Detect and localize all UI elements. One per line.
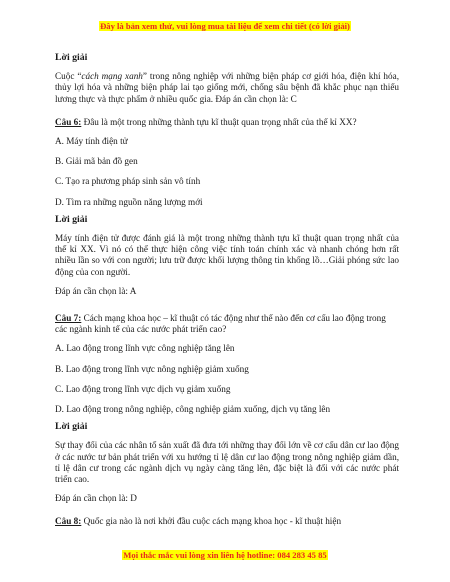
answer-line: Đáp án cần chọn là: A xyxy=(55,285,137,296)
question-text: Đâu là một trong những thành tựu kĩ thuật quan trọng nhất của thế kỉ XX? xyxy=(81,116,357,127)
option-b: B. Lao động trong lĩnh vực nông nghiệp giảm xuống xyxy=(55,363,249,374)
option-b: B. Giải mã bản đồ gen xyxy=(55,156,138,167)
solution-heading: Lời giải xyxy=(55,52,88,63)
question-6 xyxy=(55,117,399,128)
solution-text: Cuộc “ xyxy=(55,71,82,82)
question-text: Quốc gia nào là nơi khởi đầu cuộc cách mạng khoa học - kĩ thuật hiện xyxy=(81,516,342,527)
option-d: D. Lao động trong nông nghiệp, công nghiệp giảm xuống, dịch vụ tăng lên xyxy=(55,404,331,415)
document-body xyxy=(55,52,399,536)
preview-notice-banner xyxy=(0,21,450,31)
option-c: C. Tạo ra phương pháp sinh sản vô tính xyxy=(55,176,201,187)
solution-paragraph: Sự thay đổi của các nhân tố sản xuất đã đưa tới những thay đổi lớn về cơ cấu dân cư lao động ở các nước tư bản phát triển với xu hướng tỉ lệ dân cư lao động trong nông nghiệp giảm dần, tỉ lệ dân cư trong các ngành dịch vụ ngày càng tăng lên, đặc biệt là đối với các nước phát triển cao. xyxy=(55,440,399,485)
solution-paragraph xyxy=(55,71,399,105)
hotline-banner xyxy=(0,550,450,560)
solution-paragraph: Máy tính điện tử được đánh giá là một trong những thành tựu kĩ thuật quan trọng nhất của thế kỉ XX. Vì nó có thể thực hiện công việc tính toán chính xác và nhanh chóng hơn rất nhiều lần so với con người; lưu trữ được khối lượng thông tin khổng lồ…Giải phóng sức lao động của con người. xyxy=(55,233,399,277)
option-a: A. Lao động trong lĩnh vực công nghiệp tăng lên xyxy=(55,343,235,354)
option-d: D. Tìm ra những nguồn năng lượng mới xyxy=(55,196,203,207)
hotline-text: Mọi thắc mắc vui lòng xin liên hệ hotline: 084 283 45 85 xyxy=(123,550,327,560)
solution-italic: cách mạng xanh xyxy=(81,71,143,82)
question-text: Cách mạng khoa học – kĩ thuật có tác động như thế nào đến cơ cấu lao động trong các ngành kinh tế của các nước phát triển cao? xyxy=(55,313,386,335)
question-7 xyxy=(55,313,399,335)
answer-line: Đáp án cần chọn là: D xyxy=(55,493,137,504)
solution-heading: Lời giải xyxy=(55,213,88,225)
preview-notice-text: Đây là bản xem thử, vui lòng mua tài liệu để xem chi tiết (có lời giải) xyxy=(100,21,350,31)
question-label: Câu 6: xyxy=(55,116,82,127)
option-c: C. Lao động trong lĩnh vực dịch vụ giảm xuống xyxy=(55,383,231,394)
question-label: Câu 8: xyxy=(55,516,82,527)
option-a: A. Máy tính điện tử xyxy=(55,136,128,147)
question-label: Câu 7: xyxy=(55,313,82,324)
solution-text-cont: ” trong nông nghiệp với những biện pháp cơ giới hóa, điện khí hóa, thủy lợi hóa và những biện pháp lai tạo giống mới, chống sâu bệnh đã khắc phục nạn thiếu lương thực và thực phẩm ở nhiều quốc gia. Đáp án cần chọn là: C xyxy=(55,71,399,104)
question-8 xyxy=(55,516,399,527)
solution-heading: Lời giải xyxy=(55,421,88,433)
